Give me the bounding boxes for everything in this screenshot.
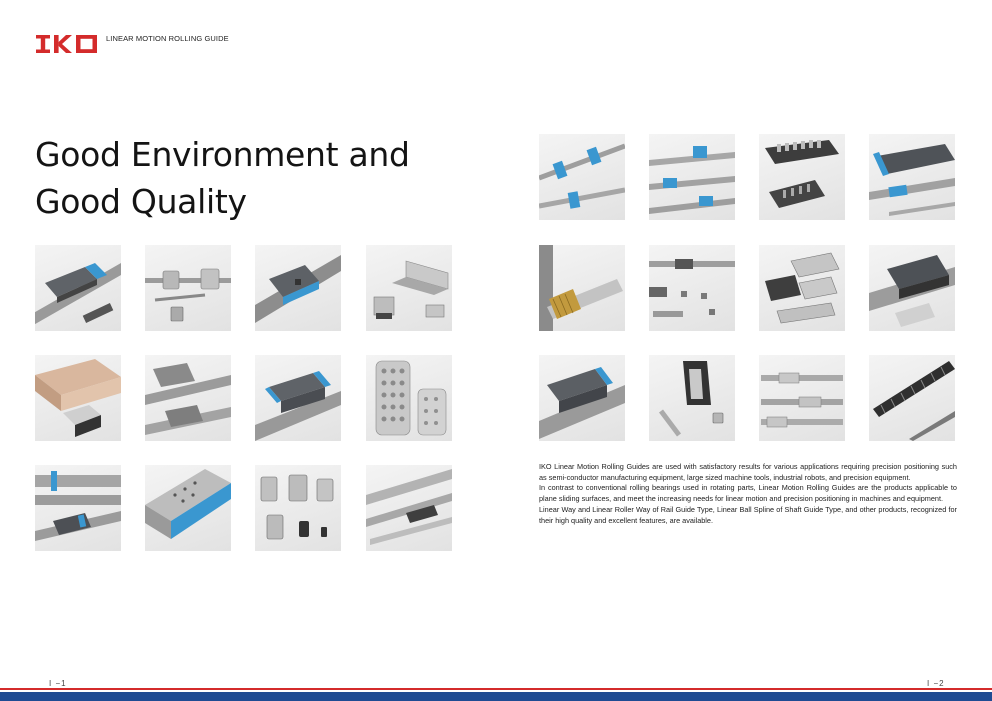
product-photo: [255, 245, 341, 331]
iko-logo: [36, 35, 98, 53]
description-paragraph: In contrast to conventional rolling bearings used in rotating parts, Linear Motion Rolling Guides are the products applicable to plane sliding surfaces, and meet the increasing needs for linear motion and precision positioning in machines and equipment.: [539, 483, 957, 504]
header-title: LINEAR MOTION ROLLING GUIDE: [106, 34, 229, 43]
product-photo: [35, 465, 121, 551]
description-paragraph: Linear Way and Linear Roller Way of Rail Guide Type, Linear Ball Spline of Shaft Guide Type, and other products, recognized for their high quality and excellent features, are available.: [539, 504, 957, 525]
product-photo: [649, 245, 735, 331]
product-photo: [366, 355, 452, 441]
title-line-2: Good Quality: [35, 182, 247, 221]
page-number-left: I −1: [49, 679, 67, 688]
product-photo: [255, 355, 341, 441]
product-photo: [539, 245, 625, 331]
product-photo: [255, 465, 341, 551]
product-photo: [145, 355, 231, 441]
product-photo: [869, 245, 955, 331]
product-photo: [35, 245, 121, 331]
product-photo: [869, 134, 955, 220]
product-photo: [869, 355, 955, 441]
product-photo: [145, 245, 231, 331]
product-photo: [145, 465, 231, 551]
title-line-1: Good Environment and: [35, 135, 410, 174]
product-photo: [35, 355, 121, 441]
page-title: [35, 131, 410, 225]
page-number-right: I −2: [927, 679, 945, 688]
description-paragraph: IKO Linear Motion Rolling Guides are used with satisfactory results for various applications requiring precision positioning such as semi-conductor manufacturing equipment, large sized machine tools, industrial robots, and precision equipment.: [539, 462, 957, 482]
product-photo: [649, 355, 735, 441]
product-photo: [539, 134, 625, 220]
product-photo: [759, 134, 845, 220]
product-photo: [366, 245, 452, 331]
product-photo: [649, 134, 735, 220]
footer-stripe-blue: [0, 692, 992, 701]
product-photo: [759, 245, 845, 331]
description: [539, 462, 957, 526]
product-photo: [539, 355, 625, 441]
product-photo: [366, 465, 452, 551]
product-photo: [759, 355, 845, 441]
